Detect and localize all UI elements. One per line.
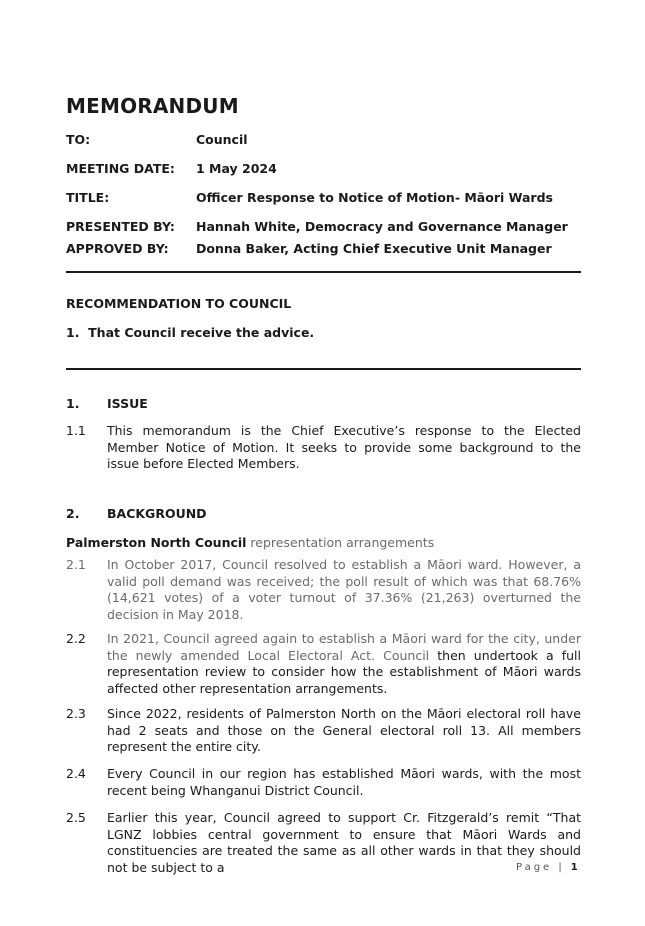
paragraph	[66, 810, 581, 876]
meta-value: Hannah White, Democracy and Governance Manager	[196, 219, 568, 234]
paragraph-number: 2.4	[66, 766, 86, 781]
paragraph-number: 2.3	[66, 706, 86, 721]
section-title: BACKGROUND	[107, 506, 207, 521]
page-label: Page |	[516, 862, 565, 873]
meta-label: TO:	[66, 132, 91, 147]
subheading-bold: Palmerston North Council	[66, 535, 247, 550]
meta-value: 1 May 2024	[196, 161, 277, 176]
paragraph-text: In October 2017, Council resolved to establish a Māori ward. However, a valid poll demand was received; the poll result of which was that 68.76% (14,621 votes) of a voter turnout of 37.36% (21,263) overturned the decision in May 2018.	[107, 557, 581, 622]
meta-label: PRESENTED BY:	[66, 219, 175, 234]
paragraph-text: Every Council in our region has established Māori wards, with the most recent being Whanganui District Council.	[107, 766, 581, 798]
recommendation-item: 1. That Council receive the advice.	[66, 325, 315, 340]
divider	[66, 368, 581, 370]
paragraph-text-grey: In 2021, Council agreed again to establish a Māori ward for the city, under the newly amended Local Electoral Act. Council	[107, 631, 581, 663]
paragraph-number: 2.5	[66, 810, 86, 825]
paragraph	[66, 631, 581, 697]
paragraph-text-black: then undertook a full representation review to consider how the establishment of Māori wards affected other representation arrangements.	[107, 647, 581, 696]
section-number: 1.	[66, 396, 80, 411]
divider	[66, 271, 581, 273]
meta-label: MEETING DATE:	[66, 161, 175, 176]
section-number: 2.	[66, 506, 80, 521]
subheading	[66, 535, 434, 550]
paragraph-text: This memorandum is the Chief Executive’s response to the Elected Member Notice of Motion. It seeks to provide some background to the issue before Elected Members.	[107, 423, 581, 472]
recommendation-heading: RECOMMENDATION TO COUNCIL	[66, 296, 292, 311]
meta-value: Council	[196, 132, 248, 147]
page-footer	[516, 862, 578, 873]
paragraph	[66, 766, 581, 799]
paragraph-text: Since 2022, residents of Palmerston North on the Māori electoral roll have had 2 seats and those on the General electoral roll 13. All members represent the entire city.	[107, 706, 581, 755]
meta-label: TITLE:	[66, 190, 110, 205]
paragraph	[66, 557, 581, 623]
subheading-rest: representation arrangements	[246, 535, 435, 550]
paragraph-number: 2.1	[66, 557, 86, 572]
paragraph	[66, 423, 581, 473]
paragraph-text	[107, 631, 581, 697]
paragraph-number: 1.1	[66, 423, 86, 438]
paragraph	[66, 706, 581, 756]
section-title: ISSUE	[107, 396, 148, 411]
meta-value: Officer Response to Notice of Motion- Māori Wards	[196, 190, 553, 205]
memo-title: MEMORANDUM	[66, 94, 239, 118]
meta-value: Donna Baker, Acting Chief Executive Unit Manager	[196, 241, 552, 256]
paragraph-number: 2.2	[66, 631, 86, 646]
page-number: 1	[570, 862, 578, 873]
meta-label: APPROVED BY:	[66, 241, 169, 256]
paragraph-text: Earlier this year, Council agreed to support Cr. Fitzgerald’s remit “That LGNZ lobbies central government to ensure that Māori Wards and constituencies are treated the same as all other wards in that they should not be subject to a	[107, 810, 581, 875]
